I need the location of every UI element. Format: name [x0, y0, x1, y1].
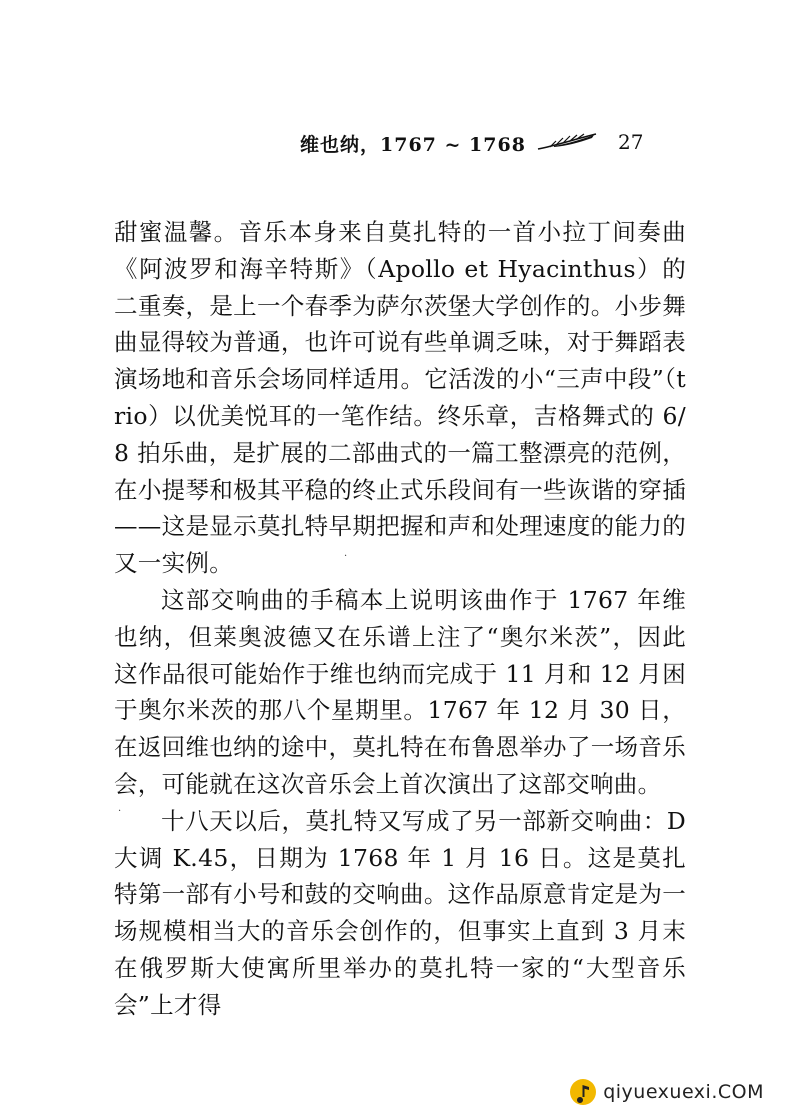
paragraph-manuscript: 这部交响曲的手稿本上说明该曲作于 1767 年维也纳，但莱奥波德又在乐谱上注了“奥尔米茨”，因此这作品很可能始作于维也纳而完成于 11 月和 12 月困于奥尔米茨的那八个星期里。1767 年 12 月 30 日，在返回维也纳的途中，莫扎特在布鲁恩举办了一场音乐会，可能就在这次音乐会上首次演出了这部交响曲。 — [114, 585, 686, 798]
running-header — [300, 128, 660, 160]
paragraph-new-symphony: 十八天以后，莫扎特又写成了另一部新交响曲：D 大调 K.45，日期为 1768 年 1 月 16 日。这是莫扎特第一部有小号和鼓的交响曲。这作品原意肯定是为一场规模相当大的音乐会创作的，但事实上直到 3 月末在俄罗斯大使寓所里举办的莫扎特一家的“大型音乐会”上才得 — [114, 806, 686, 1019]
body-text — [114, 214, 686, 1024]
site-watermark — [569, 1078, 764, 1106]
music-note-icon — [569, 1078, 597, 1106]
feather-ornament-icon — [536, 132, 598, 152]
scan-speck: · — [118, 806, 122, 817]
page-number: 27 — [618, 130, 644, 154]
watermark-text: qiyuexuexi.COM — [603, 1081, 764, 1103]
paragraph-continued: 甜蜜温馨。音乐本身来自莫扎特的一首小拉丁间奏曲《阿波罗和海辛特斯》（Apollo et Hyacinthus）的二重奏，是上一个春季为萨尔茨堡大学创作的。小步舞曲显得较为普通，也许可说有些单调乏味，对于舞蹈表演场地和音乐会场同样适用。它活泼的小“三声中段”（trio）以优美悦耳的一笔作结。终乐章，吉格舞式的 6/8 拍乐曲，是扩展的二部曲式的一篇工整漂亮的范例，在小提琴和极其平稳的终止式乐段间有一些诙谐的穿插——这是显示莫扎特早期把握和声和处理速度的能力的又一实例。 — [114, 218, 686, 578]
chapter-title: 维也纳，1767 ~ 1768 — [300, 134, 526, 156]
scan-speck: · — [344, 551, 348, 562]
